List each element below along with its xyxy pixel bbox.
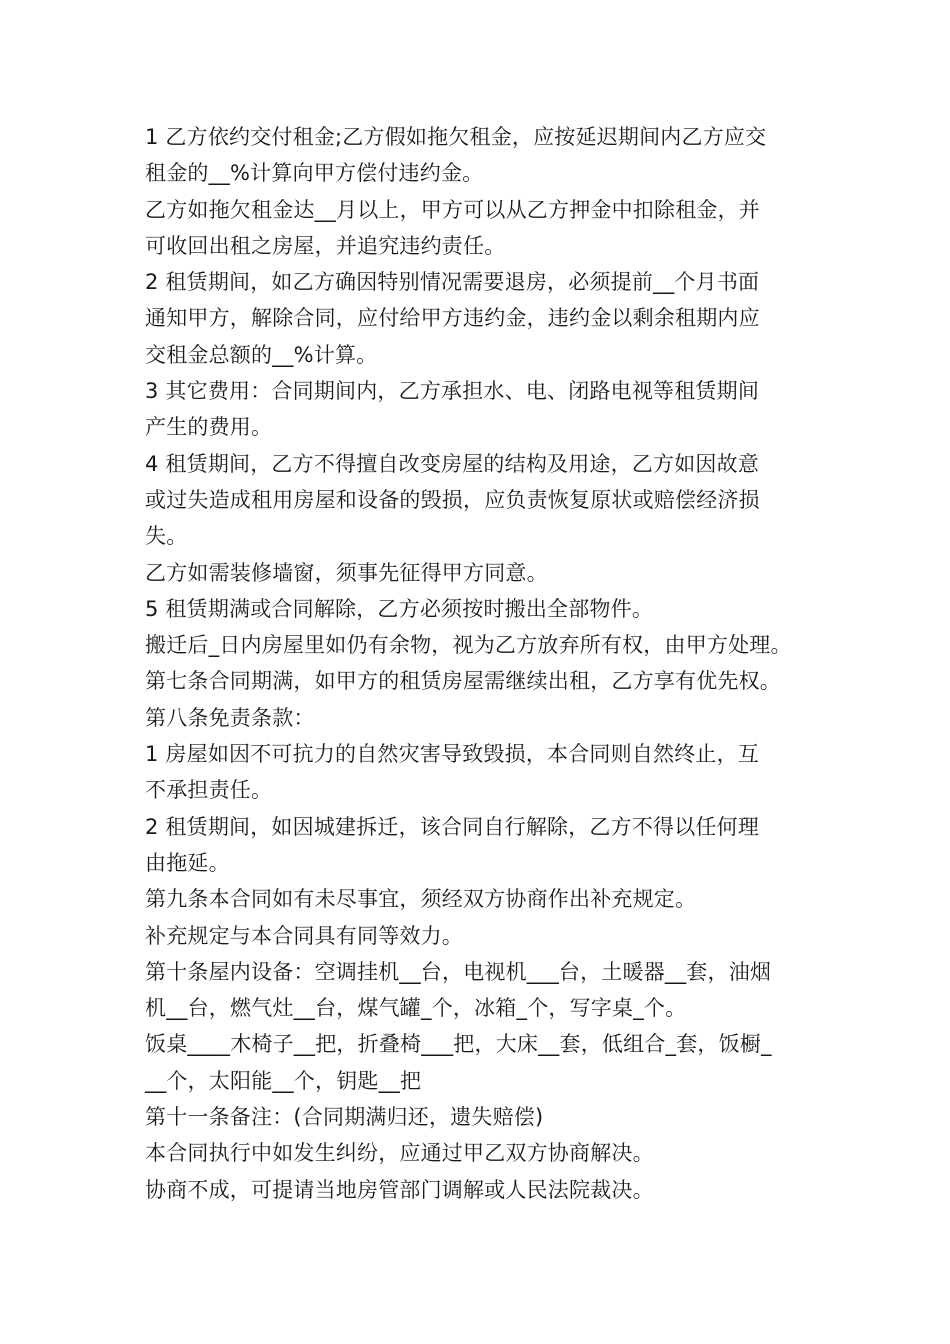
text-line: 2 租赁期间，如乙方确因特别情况需要退房，必须提前__个月书面: [145, 270, 760, 295]
text-line: 3 其它费用：合同期间内，乙方承担水、电、闭路电视等租赁期间: [145, 379, 760, 404]
text-line: 补充规定与本合同具有同等效力。: [145, 923, 463, 948]
text-line: 4 租赁期间，乙方不得擅自改变房屋的结构及用途，乙方如因故意: [145, 451, 760, 476]
text-line: 第七条合同期满，如甲方的租赁房屋需继续出租，乙方享有优先权。: [145, 669, 781, 694]
paragraph: [145, 736, 825, 809]
text-line: 第十一条备注：(合同期满归还，遗失赔偿): [145, 1105, 544, 1130]
text-line: 5 租赁期满或合同解除，乙方必须按时搬出全部物件。: [145, 596, 654, 621]
text-line: 搬迁后_日内房屋里如仍有余物，视为乙方放弃所有权，由甲方处理。: [145, 633, 792, 658]
paragraph: [145, 809, 825, 882]
paragraph: [145, 192, 825, 265]
text-line: 饭桌____木椅子__把，折叠椅___把，大床__套，低组合_套，饭橱_: [145, 1032, 772, 1057]
text-line: 1 房屋如因不可抗力的自然灾害导致毁损，本合同则自然终止，互: [145, 742, 760, 767]
text-line: 产生的费用。: [145, 415, 273, 440]
text-line: __个，太阳能__个，钥匙__把: [145, 1068, 422, 1093]
paragraph: [145, 700, 825, 736]
paragraph: [145, 1135, 825, 1171]
text-line: 第八条免责条款：: [145, 705, 315, 730]
text-line: 乙方如拖欠租金达__月以上，甲方可以从乙方押金中扣除租金，并: [145, 197, 760, 222]
text-line: 本合同执行中如发生纠纷，应通过甲乙双方协商解决。: [145, 1141, 654, 1166]
text-line: 失。: [145, 524, 188, 549]
text-line: 第十条屋内设备：空调挂机__台，电视机___台，土暖器__套，油烟: [145, 959, 772, 984]
paragraph: [145, 119, 825, 192]
text-line: 2 租赁期间，如因城建拆迁，该合同自行解除，乙方不得以任何理: [145, 814, 760, 839]
text-line: 通知甲方，解除合同，应付给甲方违约金，违约金以剩余租期内应: [145, 306, 760, 331]
text-line: 租金的__%计算向甲方偿付违约金。: [145, 161, 484, 186]
paragraph: [145, 627, 825, 663]
text-line: 由拖延。: [145, 850, 230, 875]
paragraph: [145, 1026, 825, 1099]
paragraph: [145, 1172, 825, 1208]
paragraph: [145, 446, 825, 555]
text-line: 交租金总额的__%计算。: [145, 342, 378, 367]
text-line: 第九条本合同如有未尽事宜，须经双方协商作出补充规定。: [145, 887, 697, 912]
paragraph: [145, 591, 825, 627]
text-line: 可收回出租之房屋，并追究违约责任。: [145, 233, 506, 258]
text-line: 乙方如需装修墙窗，须事先征得甲方同意。: [145, 560, 548, 585]
paragraph: [145, 881, 825, 917]
text-line: 1 乙方依约交付租金;乙方假如拖欠租金，应按延迟期间内乙方应交: [145, 125, 767, 149]
paragraph: [145, 555, 825, 591]
text-line: 或过失造成租用房屋和设备的毁损，应负责恢复原状或赔偿经济损: [145, 487, 760, 512]
paragraph: [145, 954, 825, 1027]
paragraph: [145, 373, 825, 446]
text-line: 不承担责任。: [145, 778, 273, 803]
text-line: 机__台，燃气灶__台，煤气罐_个，冰箱_个，写字桌_个。: [145, 996, 687, 1021]
document-body: [145, 119, 825, 1208]
paragraph: [145, 264, 825, 373]
paragraph: [145, 663, 825, 699]
paragraph: [145, 1099, 825, 1135]
text-line: 协商不成，可提请当地房管部门调解或人民法院裁决。: [145, 1177, 654, 1202]
paragraph: [145, 918, 825, 954]
